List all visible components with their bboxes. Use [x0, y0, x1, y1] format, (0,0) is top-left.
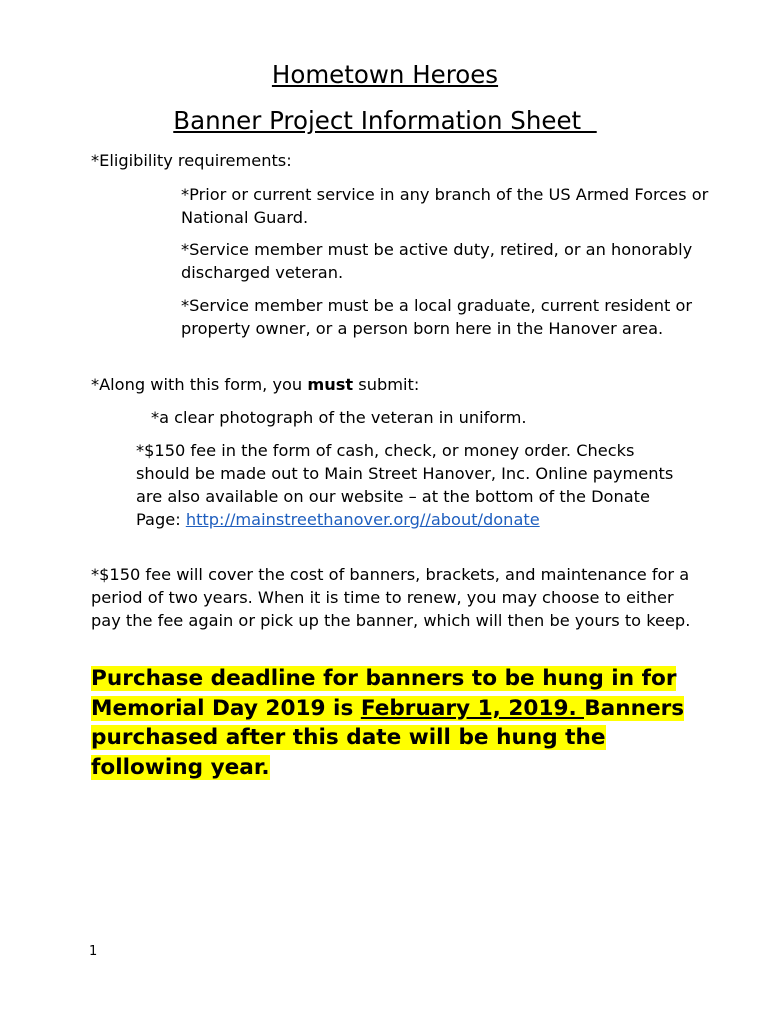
eligibility-item-service: *Prior or current service in any branch of the US Armed Forces or National Guard.: [181, 185, 709, 227]
submit-item-fee: [136, 439, 676, 531]
eligibility-item-status: *Service member must be active duty, retired, or an honorably discharged veteran.: [181, 240, 693, 282]
page-number: 1: [89, 944, 98, 959]
eligibility-item-residency: *Service member must be a local graduate, current resident or property owner, or a person born here in the Hanover area.: [181, 296, 693, 338]
page-title: Hometown Heroes: [271, 60, 499, 89]
submit-label-must: must: [307, 375, 354, 394]
deadline-notice: [91, 664, 691, 782]
fee-text: *$150 fee in the form of cash, check, or money order. Checks should be made out to Main Street Hanover, Inc. Online payments are also available on our website – at the bottom of the Donate Page:: [136, 441, 674, 529]
submit-item-photo: *a clear photograph of the veteran in uniform.: [151, 408, 527, 427]
fee-note: *$150 fee will cover the cost of banners, brackets, and maintenance for a period of two years. When it is time to renew, you may choose to either pay the fee again or pick up the banner, which will then be yours to keep.: [91, 565, 691, 630]
page-subtitle: Banner Project Information Sheet: [173, 106, 597, 135]
eligibility-label: *Eligibility requirements:: [91, 151, 292, 170]
deadline-text: Purchase deadline for banners to be hung in for Memorial Day 2019 is: [91, 666, 677, 721]
submit-label-end: submit:: [353, 375, 420, 394]
deadline-consequence: Banners purchased after this date will be hung the following year.: [91, 695, 685, 780]
submit-label: [91, 373, 419, 396]
deadline-date: February 1, 2019.: [360, 695, 585, 721]
submit-label-start: *Along with this form, you: [91, 375, 308, 394]
donate-link[interactable]: http://mainstreethanover.org//about/donate: [185, 510, 540, 529]
